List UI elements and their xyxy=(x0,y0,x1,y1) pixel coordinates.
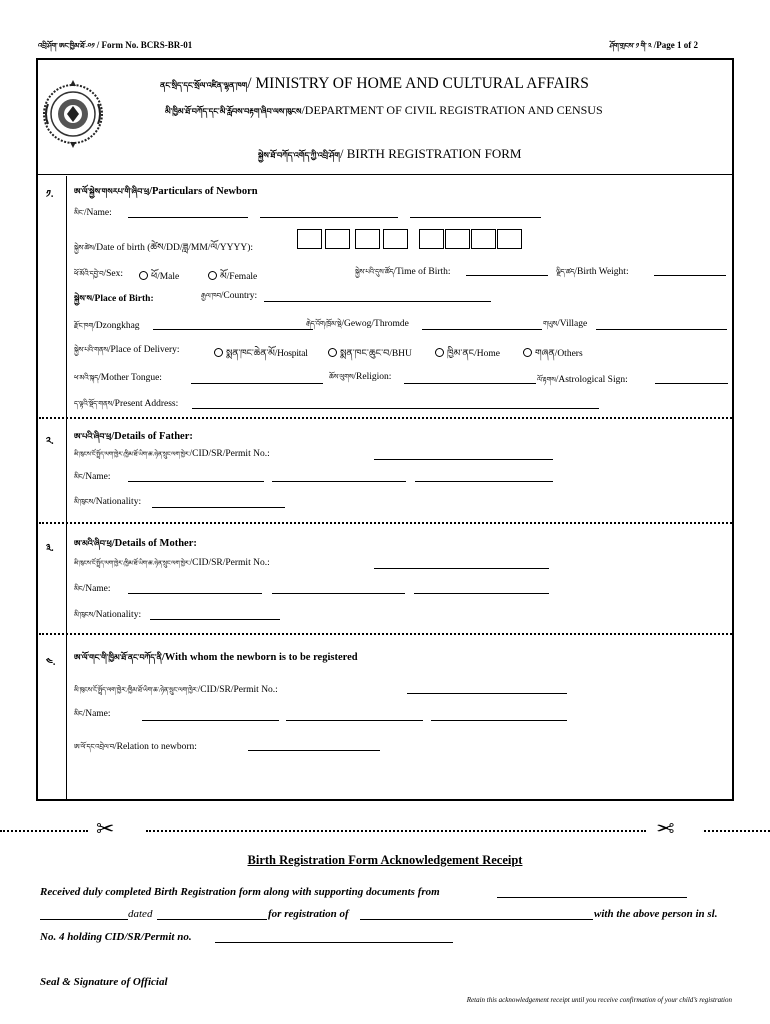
department-title-tib: མི་ཁྱིམ་ཐོ་བཀོད་དང་མི་རློབས་བརྟག་ཞིབ་ལས་ཁུངས xyxy=(165,107,302,116)
form-number-tib: འབྲི་ཤོག་ ཨང་ཁྱིམ་ཐོ་-༠༡ xyxy=(38,42,95,50)
birth-weight-field[interactable] xyxy=(654,275,726,276)
scissors-icon-right: ✂ xyxy=(656,817,675,842)
mother-tongue-label-en: /Mother Tongue: xyxy=(98,373,162,383)
dob-month-box-2[interactable] xyxy=(383,229,408,249)
section-3-title xyxy=(74,533,197,557)
registrant-name-label-en: /Name: xyxy=(82,709,111,719)
delivery-home-option[interactable] xyxy=(435,342,500,369)
section-4-title-en: /With whom the newborn is to be registered xyxy=(161,652,358,663)
place-of-delivery-label-en: /Place of Delivery: xyxy=(107,345,180,355)
form-title xyxy=(258,145,521,169)
section-4-number: ༤. xyxy=(46,657,56,668)
sex-female-label: མོ/Female xyxy=(220,272,258,282)
department-title xyxy=(165,101,603,125)
section-divider-2 xyxy=(39,522,732,524)
section-3-title-en: /Details of Mother: xyxy=(111,538,197,549)
present-address-label-en: /Present Address: xyxy=(112,399,179,409)
place-of-delivery-label xyxy=(74,343,180,362)
mother-nationality-label-en: /Nationality: xyxy=(93,610,142,620)
mother-name-label-tib: མིང xyxy=(74,585,83,593)
others-radio-icon[interactable] xyxy=(523,348,532,357)
section-divider-1 xyxy=(39,417,732,419)
dob-year-box-2[interactable] xyxy=(445,229,470,249)
registrant-name-label-tib: མིང xyxy=(74,710,83,718)
mother-tongue-label-tib: ཕ་མའི་སྐད xyxy=(74,374,99,382)
birth-weight-label-en: /Birth Weight: xyxy=(574,267,629,277)
father-nationality-label-tib: མི་ཁུངས xyxy=(74,498,94,506)
sex-male-label: ཕོ/Male xyxy=(151,272,180,282)
mother-cid-field[interactable] xyxy=(374,568,549,569)
dzongkhag-label-en: /Dzongkhag xyxy=(93,321,140,331)
newborn-middle-name-field[interactable] xyxy=(260,217,398,218)
section-4-title xyxy=(74,647,358,671)
dzongkhag-label xyxy=(74,319,140,338)
father-nationality-field[interactable] xyxy=(152,507,285,508)
registrant-cid-label-en: /CID/SR/Permit No.: xyxy=(197,685,278,695)
mother-tongue-label xyxy=(74,371,162,390)
receipt-line-3: No. 4 holding CID/SR/Permit no. xyxy=(40,931,192,943)
father-cid-label-tib: མི་ཁུངས་ངོ་སྤྲོད་ལག་ཁྱེར་/ཁྱིམ་ཐོ་ཡིག་ཆ་/ཉེན་སྲུང་ལག་ཁྱེར་ xyxy=(74,451,190,458)
religion-label-tib: ཆོས་ལུགས xyxy=(329,373,354,381)
registrant-first-name-field[interactable] xyxy=(142,720,279,721)
dob-label-en: /Date of birth xyxy=(93,243,145,253)
receipt-cid-field[interactable] xyxy=(215,942,453,943)
delivery-hospital-option[interactable] xyxy=(214,342,308,369)
dob-boxes xyxy=(297,229,529,249)
female-radio-icon[interactable] xyxy=(208,271,217,280)
gewog-label-tib: རྒེད་འོག/ཁྲོམ་སྡེ xyxy=(306,320,342,328)
cut-line-right xyxy=(704,830,770,832)
registrant-cid-label-tib: མི་ཁུངས་ངོ་སྤྲོད་ལག་ཁྱེར་/ཁྱིམ་ཐོ་ཡིག་ཆ་/ཉེན་སྲུང་ལག་ཁྱེར་ xyxy=(74,687,198,694)
hospital-radio-icon[interactable] xyxy=(214,348,223,357)
village-label-en: /Village xyxy=(557,319,588,329)
registrant-cid-field[interactable] xyxy=(407,693,567,694)
village-field[interactable] xyxy=(596,329,727,330)
relation-label-tib: ཨ་ལོ་དང་འབྲེལ་བ xyxy=(74,743,115,751)
newborn-first-name-field[interactable] xyxy=(128,217,248,218)
gewog-field[interactable] xyxy=(422,329,542,330)
cut-line-middle xyxy=(146,830,646,832)
section-1-title-tib: ཨ་ལོ་སྐྱེས་གསརཔ་གི་ཞིབ་ཕྲ xyxy=(74,187,150,196)
gewog-label-en: /Gewog/Thromde xyxy=(341,319,409,329)
ministry-title-en: / MINISTRY OF HOME AND CULTURAL AFFAIRS xyxy=(247,75,589,92)
ministry-title-tib: ནང་སྲིད་དང་སྲོལ་འཛིན་ལྷན་ཁག xyxy=(160,81,248,90)
form-number xyxy=(38,39,192,58)
number-column-divider xyxy=(66,176,67,801)
father-cid-label-en: /CID/SR/Permit No.: xyxy=(189,449,270,459)
section-2-title xyxy=(74,426,193,450)
mother-name-label-en: /Name: xyxy=(82,584,111,594)
time-of-birth-label-tib: སྐྱེས་པའི་དུས་ཚོད xyxy=(355,268,394,276)
place-of-birth-label xyxy=(74,289,154,312)
mother-cid-label-en: /CID/SR/Permit No.: xyxy=(189,558,270,568)
father-name-label xyxy=(74,470,111,489)
dzongkhag-label-tib: རྫོང་ཁག xyxy=(74,322,94,330)
astrological-sign-label xyxy=(537,373,628,392)
father-name-label-tib: མིང xyxy=(74,473,83,481)
form-title-en: / BIRTH REGISTRATION FORM xyxy=(339,146,522,161)
bhu-radio-icon[interactable] xyxy=(328,348,337,357)
place-of-delivery-label-tib: སྐྱེས་པའི་གནས xyxy=(74,346,108,354)
section-1-title-en: /Particulars of Newborn xyxy=(149,186,258,197)
newborn-name-label-en: /Name: xyxy=(83,208,112,218)
present-address-label-tib: ད་ལྟའི་སྡོད་གནས xyxy=(74,400,113,408)
receipt-for-registration-label: for registration of xyxy=(268,908,349,920)
present-address-label xyxy=(74,397,178,416)
newborn-last-name-field[interactable] xyxy=(410,217,541,218)
registrant-last-name-field[interactable] xyxy=(431,720,567,721)
country-label-tib: རྒྱལ་ཁབ xyxy=(201,292,221,300)
mother-first-name-field[interactable] xyxy=(128,593,262,594)
mother-last-name-field[interactable] xyxy=(414,593,549,594)
father-nationality-label xyxy=(74,495,141,514)
father-cid-label xyxy=(74,448,270,465)
receipt-child-name-field[interactable] xyxy=(360,919,593,920)
religion-label xyxy=(329,370,391,389)
receipt-title-wrap xyxy=(0,851,770,869)
page-number xyxy=(610,39,698,58)
dob-label-tib: སྐྱེས་ཚེས xyxy=(74,244,94,252)
mother-tongue-field[interactable] xyxy=(191,383,323,384)
time-of-birth-field[interactable] xyxy=(466,275,548,276)
cut-line-left xyxy=(0,830,88,832)
dob-year-box-4[interactable] xyxy=(497,229,522,249)
receipt-title: Birth Registration Form Acknowledgement Receipt xyxy=(247,853,523,867)
section-1-title xyxy=(74,181,258,205)
receipt-from-field[interactable] xyxy=(497,897,687,898)
father-middle-name-field[interactable] xyxy=(272,481,406,482)
page-number-label: /Page 1 of 2 xyxy=(653,40,698,50)
village-label xyxy=(543,317,587,336)
mother-name-label xyxy=(74,582,111,601)
section-3-title-tib: ཨ་མའི་ཞིབ་ཕྲ xyxy=(74,539,112,548)
page-number-tib: ཤོག་གྲངས་ ༡ གི་ ༢ xyxy=(609,42,652,50)
delivery-others-option[interactable] xyxy=(523,342,583,369)
mother-nationality-label-tib: མི་ཁུངས xyxy=(74,611,94,619)
section-2-title-tib: ཨ་པའི་ཞིབ་ཕྲ xyxy=(74,432,112,441)
home-radio-icon[interactable] xyxy=(435,348,444,357)
section-3-number: ༣. xyxy=(46,543,54,554)
country-field[interactable] xyxy=(264,301,491,302)
sex-label-en: /Sex: xyxy=(103,269,123,279)
delivery-others-label: གཞན/Others xyxy=(535,349,583,359)
receipt-line-1: Received duly completed Birth Registration form along with supporting documents from xyxy=(40,886,440,898)
mother-cid-label xyxy=(74,557,270,574)
mother-middle-name-field[interactable] xyxy=(272,593,405,594)
sex-male-option[interactable] xyxy=(139,265,179,292)
time-of-birth-label xyxy=(355,265,451,284)
place-of-birth-label-tib: སྐྱེས་ས xyxy=(74,294,92,303)
delivery-hospital-label: སྨན་ཁང་ཆེན་མོ/Hospital xyxy=(226,349,308,359)
father-first-name-field[interactable] xyxy=(128,481,264,482)
father-cid-field[interactable] xyxy=(374,459,553,460)
delivery-home-label: ཁྱིམ་ནང/Home xyxy=(447,349,500,359)
mother-nationality-field[interactable] xyxy=(150,619,280,620)
receipt-dated-label: dated xyxy=(128,908,153,920)
national-emblem xyxy=(40,74,106,154)
section-4-title-tib: ཨ་ལོ་གང་གི་ཁྱིམ་ཐོ་ནང་བཀོད་ནི xyxy=(74,653,162,662)
registrant-cid-label xyxy=(74,682,278,701)
seal-signature-label: Seal & Signature of Official xyxy=(40,976,168,988)
time-of-birth-label-en: /Time of Birth: xyxy=(393,267,451,277)
astrological-sign-field[interactable] xyxy=(655,383,728,384)
mother-cid-label-tib: མི་ཁུངས་ངོ་སྤྲོད་ལག་ཁྱེར་/ཁྱིམ་ཐོ་ཡིག་ཆ་/ཉེན་སྲུང་ལག་ཁྱེར་ xyxy=(74,560,190,567)
receipt-with-above-label: with the above person in sl. xyxy=(594,908,718,920)
dob-format: (ཚེས/DD/ཟླ/MM/ལོ/YYYY): xyxy=(147,243,253,253)
section-2-number: ༢. xyxy=(46,436,54,447)
relation-label xyxy=(74,740,197,759)
country-label-en: /Country: xyxy=(220,291,258,301)
dob-year-box-1[interactable] xyxy=(419,229,444,249)
newborn-name-label xyxy=(74,206,112,225)
father-nationality-label-en: /Nationality: xyxy=(93,497,142,507)
header-divider xyxy=(36,174,734,175)
gewog-label xyxy=(306,317,409,336)
relation-label-en: /Relation to newborn: xyxy=(114,742,197,752)
receipt-date-field[interactable] xyxy=(157,919,267,920)
scissors-icon: ✂ xyxy=(96,817,115,842)
section-divider-3 xyxy=(39,633,732,635)
astrological-sign-label-tib: ལོ་རྟགས xyxy=(537,376,556,384)
department-title-en: /DEPARTMENT OF CIVIL REGISTRATION AND CENSUS xyxy=(301,103,603,117)
relation-field[interactable] xyxy=(248,750,380,751)
place-of-birth-label-en: /Place of Birth: xyxy=(91,294,154,304)
dob-month-box-1[interactable] xyxy=(355,229,380,249)
ministry-title xyxy=(160,75,589,99)
registrant-middle-name-field[interactable] xyxy=(286,720,423,721)
receipt-sl-field[interactable] xyxy=(40,919,128,920)
dob-day-box-1[interactable] xyxy=(297,229,322,249)
delivery-bhu-option[interactable] xyxy=(328,342,412,369)
astrological-sign-label-en: /Astrological Sign: xyxy=(555,375,628,385)
form-title-tib: སྐྱེས་ཐོ་བཀོད་འགོད་ཀྱི་འབྲི་ཤོག xyxy=(258,151,340,160)
sex-label-tib: ཕོ་མོའི་དབྱེ་བ xyxy=(74,270,104,278)
dzongkhag-field[interactable] xyxy=(153,329,313,330)
dob-year-box-3[interactable] xyxy=(471,229,496,249)
section-2-title-en: /Details of Father: xyxy=(111,431,193,442)
dob-label xyxy=(74,236,253,263)
country-label xyxy=(201,289,257,308)
village-label-tib: གཡུས xyxy=(543,320,558,328)
male-radio-icon[interactable] xyxy=(139,271,148,280)
present-address-field[interactable] xyxy=(192,408,599,409)
religion-field[interactable] xyxy=(404,383,536,384)
newborn-name-label-tib: མིང་ xyxy=(74,209,84,217)
father-name-label-en: /Name: xyxy=(82,472,111,482)
section-1-number: ༡. xyxy=(46,189,54,200)
father-last-name-field[interactable] xyxy=(415,481,553,482)
mother-nationality-label xyxy=(74,608,141,627)
religion-label-en: /Religion: xyxy=(353,372,392,382)
registrant-name-label xyxy=(74,707,111,726)
delivery-bhu-label: སྨན་ཁང་ཆུང་བ/BHU xyxy=(340,349,412,359)
birth-weight-label xyxy=(556,265,629,284)
sex-label xyxy=(74,267,123,286)
sex-female-option[interactable] xyxy=(208,265,257,292)
birth-weight-label-tib: ལྗིད་ཚད xyxy=(556,268,575,276)
dob-day-box-2[interactable] xyxy=(325,229,350,249)
retain-note: Retain this acknowledgement receipt until you receive confirmation of your child’s registration xyxy=(466,996,732,1004)
form-number-label: / Form No. BCRS-BR-01 xyxy=(96,40,193,50)
